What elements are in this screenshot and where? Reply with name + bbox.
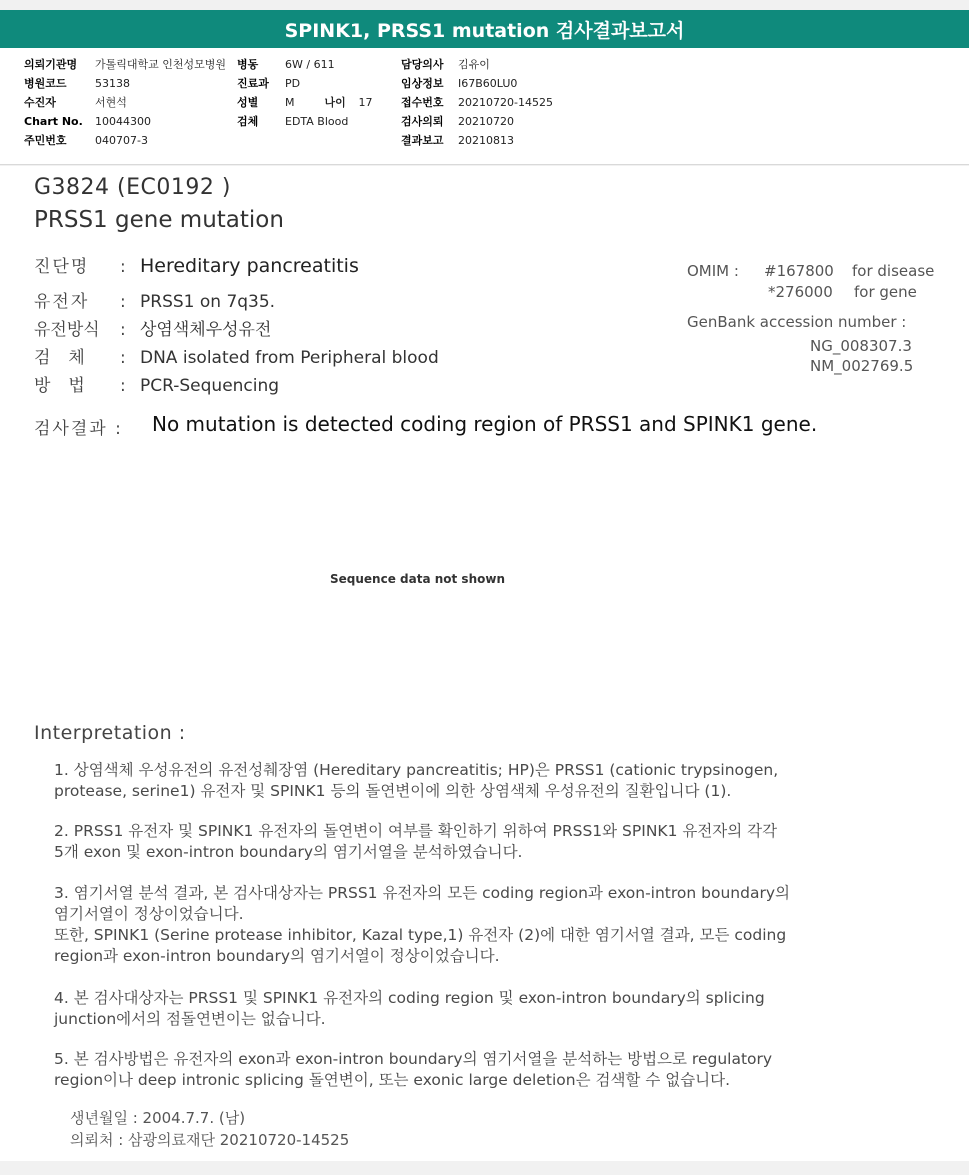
method-row: 방법 : PCR-Sequencing bbox=[34, 376, 280, 396]
inheritance-row: 유전방식 : 상염색체우성유전 bbox=[34, 320, 272, 340]
field-resident-no: 주민번호 040707-3 bbox=[24, 134, 148, 147]
omim-disease-no: #167800 bbox=[764, 262, 834, 280]
header-column-3 bbox=[401, 55, 553, 150]
birth-date: 생년월일 : 2004.7.7. (남) bbox=[70, 1109, 246, 1127]
age-label: 나이 bbox=[324, 96, 346, 109]
header-column-2 bbox=[237, 55, 373, 131]
interpretation-item-4: 4. 본 검사대상자는 PRSS1 및 SPINK1 유전자의 coding region 및 exon-intron boundary의 splicing junction에서의 점돌연변이는 없습니다. bbox=[54, 989, 765, 1028]
gene-row: 유전자 : PRSS1 on 7q35. bbox=[34, 292, 276, 312]
interpretation-item-3: 3. 염기서열 분석 결과, 본 검사대상자는 PRSS1 유전자의 모든 coding region과 exon-intron boundary의 염기서열이 정상이었습니다. 또한, SPINK1 (Serine protease inhibitor, Kazal type,1) 유전자 (2)에 대한 염기서열 결과, 모든 coding region과 exon-intron boundary의 염기서열이 정상이었습니다. bbox=[54, 884, 790, 965]
field-requesting-institution: 의뢰기관명 가톨릭대학교 인천성모병원 bbox=[24, 58, 227, 71]
test-code: G3824 (EC0192 ) bbox=[34, 175, 231, 200]
age-value: 17 bbox=[358, 96, 373, 109]
patient-info-header bbox=[0, 48, 969, 165]
report-title-bar bbox=[0, 10, 969, 48]
report-title: SPINK1, PRSS1 mutation 검사결과보고서 bbox=[284, 19, 685, 42]
field-accession-no: 접수번호 20210720-14525 bbox=[401, 96, 553, 109]
field-specimen: 검체 EDTA Blood bbox=[237, 115, 349, 128]
field-department: 진료과 PD bbox=[237, 77, 301, 90]
header-column-1 bbox=[24, 55, 226, 150]
field-hospital-code: 병원코드 53138 bbox=[24, 77, 130, 90]
omim-gene-text: for gene bbox=[854, 283, 917, 301]
sequence-note: Sequence data not shown bbox=[330, 572, 505, 586]
interpretation-item-5: 5. 본 검사방법은 유전자의 exon과 exon-intron boundary의 염기서열을 분석하는 방법으로 regulatory region이나 deep intronic splicing 돌연변이, 또는 exonic large deletion은 검색할 수 없습니다. bbox=[54, 1050, 773, 1089]
omim-gene-no: *276000 bbox=[768, 283, 833, 301]
interpretation-title: Interpretation : bbox=[34, 722, 186, 744]
field-chart-no: Chart No. 10044300 bbox=[24, 115, 151, 128]
field-report-date: 결과보고 20210813 bbox=[401, 134, 514, 147]
interpretation-item-2: 2. PRSS1 유전자 및 SPINK1 유전자의 돌연변이 여부를 확인하기 위하여 PRSS1와 SPINK1 유전자의 각각 5개 exon 및 exon-intron boundary의 염기서열을 분석하였습니다. bbox=[54, 822, 778, 861]
field-physician: 담당의사 김유이 bbox=[401, 58, 490, 71]
genbank-nm: NM_002769.5 bbox=[810, 357, 914, 375]
field-clinical-info: 임상정보 I67B60LU0 bbox=[401, 77, 518, 90]
report-body bbox=[0, 166, 969, 1161]
field-sex-age: 성별 M 나이 17 bbox=[237, 93, 373, 112]
diagnosis-row: 진단명 : Hereditary pancreatitis bbox=[34, 255, 359, 277]
genbank-label: GenBank accession number : bbox=[687, 313, 907, 331]
omim-label: OMIM : bbox=[687, 262, 739, 280]
result-label: 검사결과 : bbox=[34, 419, 123, 439]
result-text: No mutation is detected coding region of PRSS1 and SPINK1 gene. bbox=[152, 412, 818, 436]
test-name: PRSS1 gene mutation bbox=[34, 207, 284, 233]
genbank-ng: NG_008307.3 bbox=[810, 337, 912, 355]
specimen-row: 검체 : DNA isolated from Peripheral blood bbox=[34, 348, 439, 368]
omim-disease-text: for disease bbox=[852, 262, 935, 280]
field-patient-name: 수진자 서현석 bbox=[24, 96, 127, 109]
referral-info: 의뢰처 : 삼광의료재단 20210720-14525 bbox=[70, 1131, 350, 1149]
interpretation-item-1: 1. 상염색체 우성유전의 유전성췌장염 (Hereditary pancreatitis; HP)은 PRSS1 (cationic trypsinogen, protease, serine1) 유전자 및 SPINK1 등의 돌연변이에 의한 상염색체 우성유전의 질환입니다 (1). bbox=[54, 761, 779, 800]
field-ward: 병동 6W / 611 bbox=[237, 58, 335, 71]
field-request-date: 검사의뢰 20210720 bbox=[401, 115, 514, 128]
